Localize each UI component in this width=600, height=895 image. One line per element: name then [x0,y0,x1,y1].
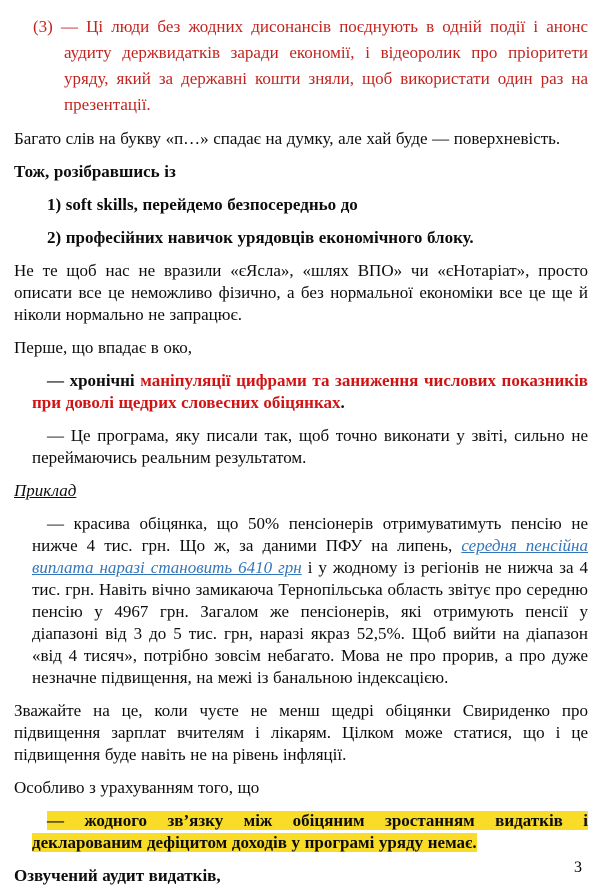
text-run: — хронічні [47,371,141,390]
example-heading [14,480,588,502]
paragraph [14,260,588,326]
text-run: Тож, розібравшись із [14,162,176,181]
document-body [14,14,588,887]
highlighted-quote-paragraph [32,810,588,854]
text-run: Особливо з урахуванням того, що [14,778,260,797]
text-run: 1) soft skills, перейдемо безпосередньо до [47,195,358,214]
paragraph [14,337,588,359]
pension-stat-link[interactable]: середня пенсійна виплата наразі становить 6410 грн [32,536,588,577]
paragraph [14,700,588,766]
quote-paragraph [32,425,588,469]
list-item-2 [47,227,588,249]
text-run: — жодного зв’язку між обіцяним зростанням видатків і декларованим дефіцитом доходів у програмі уряду немає. [32,811,588,852]
text-run: Приклад [14,481,77,500]
text-run: маніпуляції цифрами та заниження числових показників при доволі щедрих словесних обіцянках [32,371,588,412]
list-item-1 [47,194,588,216]
text-run: — Це програма, яку писали так, щоб точно виконати у звіті, сильно не переймаючись реальним результатом. [32,426,588,467]
text-run: і у жодному із регіонів не нижча за 4 тис. грн. Навіть вічно замикаюча Тернопільська область звітує про середню пенсію у 4967 грн. Загалом же пенсіонерів, які отримують пенсії у діапазоні від 3 до 5 тис. грн, наразі якраз 52,5%. Щоб вийти на діапазон «від 4 тисяч», потрібно зовсім небагато. Мова не про прорив, а про дуже незначне підвищення, на межі із банальною індексацією. [32,558,588,687]
text-run: . [340,393,345,412]
text-run: Перше, що впадає в око, [14,338,192,357]
paragraph [14,161,588,183]
text-run: Озвучений аудит видатків, [14,866,221,885]
red-intro-paragraph [33,14,588,118]
quote-paragraph [32,513,588,689]
paragraph [14,128,588,150]
paragraph [14,865,588,887]
quote-paragraph [32,370,588,414]
paragraph [14,777,588,799]
text-run: Не те щоб нас не вразили «єЯсла», «шлях ВПО» чи «єНотаріат», просто описати все це неможливо фізично, а без нормальної економіки все це ще й ніколи нормально не запрацює. [14,261,588,324]
text-run: — красива обіцянка, що 50% пенсіонерів отримуватимуть пенсію не нижче 4 тис. грн. Що ж, за даними ПФУ на липень, [32,514,588,555]
text-run: 2) професійних навичок урядовців економічного блоку. [47,228,474,247]
text-run: Зважайте на це, коли чуєте не менш щедрі обіцянки Свириденко про підвищення зарплат вчителям і лікарям. Цілком може статися, що і це підвищення буде навіть не на рівень інфляції. [14,701,588,764]
text-run: Багато слів на букву «п…» спадає на думку, але хай буде — поверхневість. [14,129,561,148]
page-number: 3 [574,859,582,876]
text-run: (3) — Ці люди без жодних дисонансів поєднують в одній події і анонс аудиту держвидатків заради економії, і відеоролик про пріоритети уряду, який за державні кошти зняли, щоб використати один раз на презентації. [33,17,588,114]
